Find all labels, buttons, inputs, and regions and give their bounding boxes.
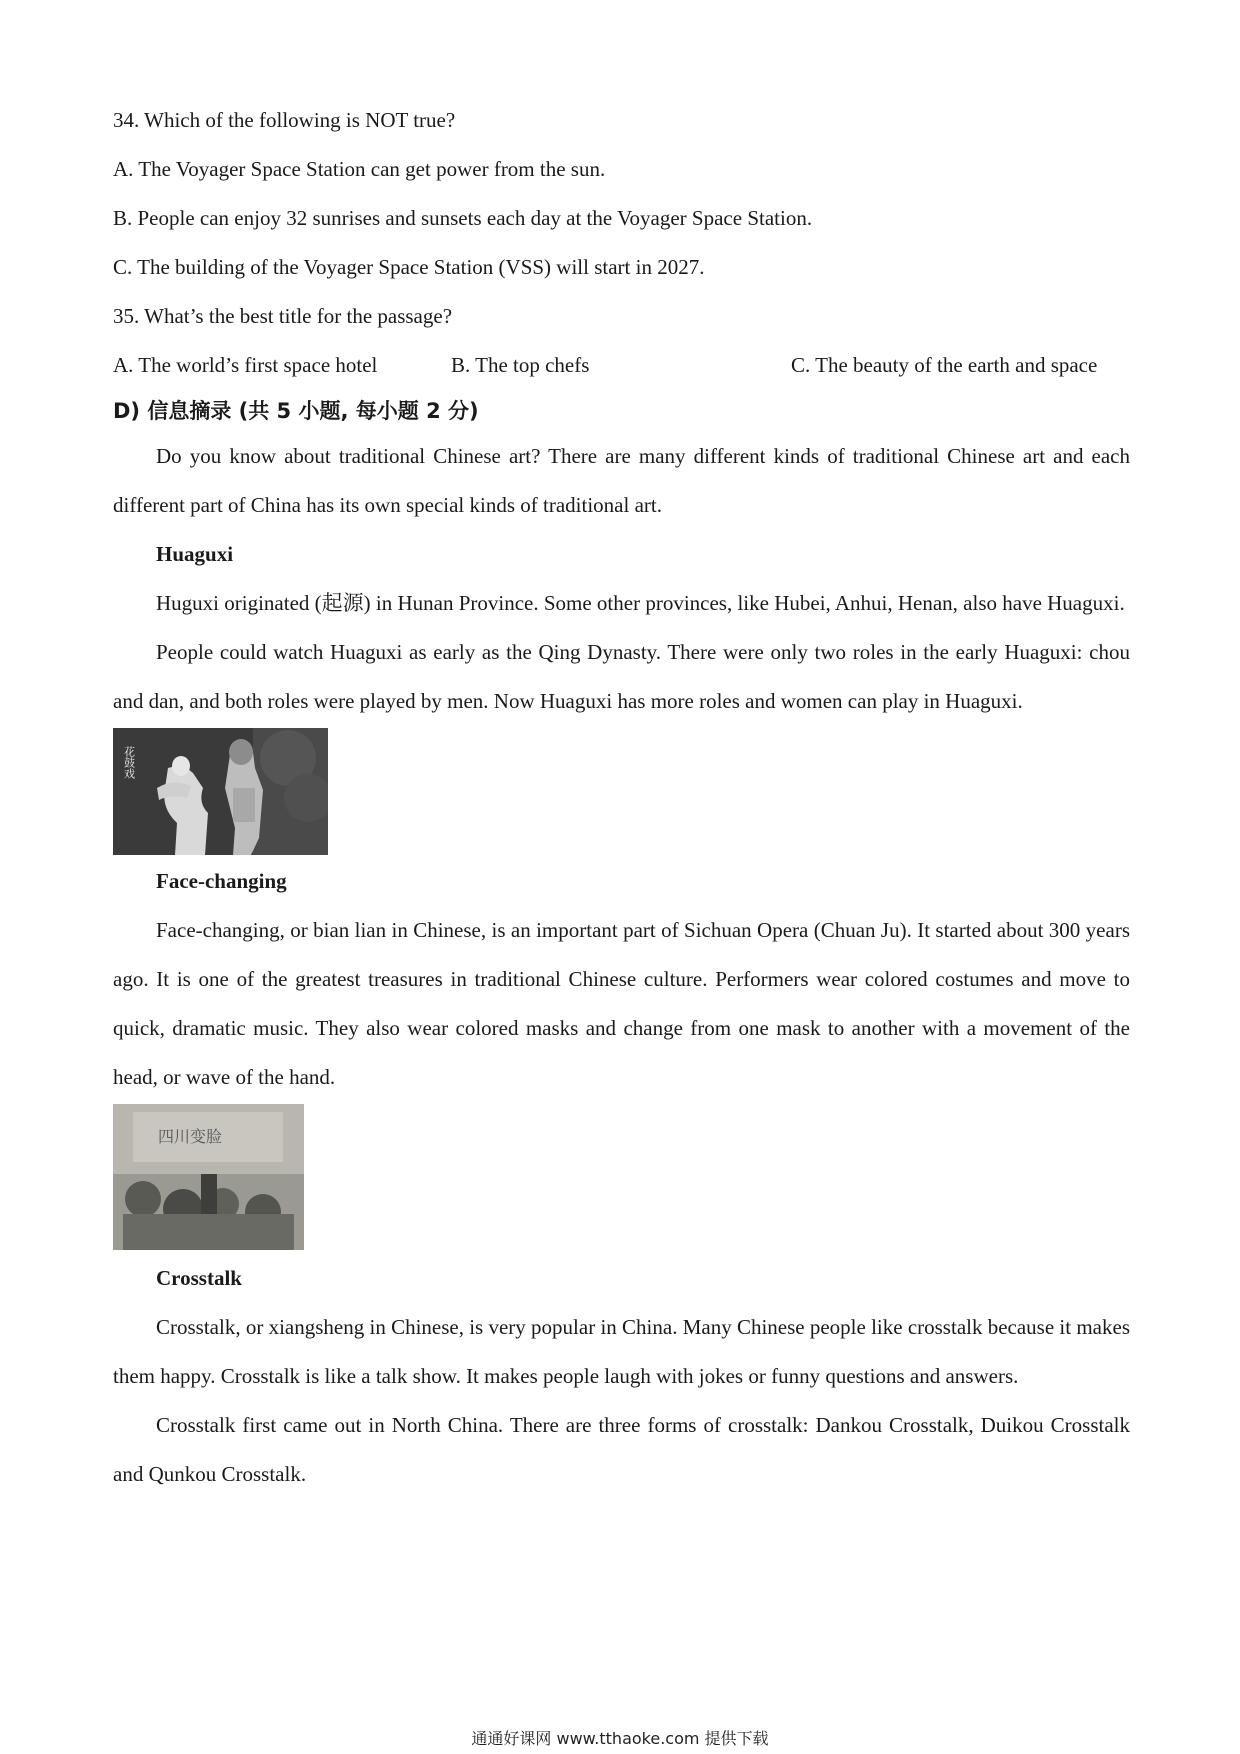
crosstalk-paragraph-1: Crosstalk, or xiangsheng in Chinese, is very popular in China. Many Chinese people like crosstalk because it makes them happy. Crosstalk is like a talk show. It makes people laugh with jokes or funny questions and answers. (113, 1315, 1130, 1388)
question-35-option-b: B. The top chefs (451, 353, 590, 377)
question-35-option-c: C. The beauty of the earth and space (791, 353, 1098, 377)
question-35-stem: 35. What’s the best title for the passage? (113, 304, 453, 328)
document-page (113, 96, 1130, 1499)
crosstalk-paragraph-2: Crosstalk first came out in North China. There are three forms of crosstalk: Dankou Crosstalk, Duikou Crosstalk and Qunkou Crosstalk. (113, 1413, 1130, 1486)
question-34-option-b: B. People can enjoy 32 sunrises and sunsets each day at the Voyager Space Station. (113, 206, 813, 230)
huaguxi-paragraph-2: People could watch Huaguxi as early as the Qing Dynasty. There were only two roles in the early Huaguxi: chou and dan, and both roles were played by men. Now Huaguxi has more roles and women can play in Huaguxi. (113, 640, 1130, 713)
face-changing-heading: Face-changing (156, 869, 287, 893)
huaguxi-photo-label: 花鼓戏 (122, 746, 136, 779)
huaguxi-paragraph-1: Huguxi originated (起源) in Hunan Province. Some other provinces, like Hubei, Anhui, Henan, also have Huaguxi. (156, 591, 1125, 615)
question-34-option-a: A. The Voyager Space Station can get power from the sun. (113, 157, 606, 181)
section-d-title: D) 信息摘录 (共 5 小题, 每小题 2 分) (113, 399, 479, 423)
face-changing-paragraph: Face-changing, or bian lian in Chinese, is an important part of Sichuan Opera (Chuan Ju). It started about 300 years ago. It is one of the greatest treasures in traditional Chinese culture. Performers wear colored costumes and move to quick, dramatic music. They also wear colored masks and change from one mask to another with a movement of the head, or wave of the hand. (113, 918, 1130, 1089)
question-35-option-a: A. The world’s first space hotel (113, 353, 378, 377)
huaguxi-heading: Huaguxi (156, 542, 234, 566)
question-35-options (113, 341, 1130, 390)
face-changing-photo-label: 四川变脸 (158, 1127, 223, 1146)
face-changing-photo (113, 1104, 304, 1250)
crosstalk-heading: Crosstalk (156, 1266, 242, 1290)
question-34-stem: 34. Which of the following is NOT true? (113, 108, 456, 132)
huaguxi-photo (113, 728, 328, 855)
intro-paragraph: Do you know about traditional Chinese art? There are many different kinds of traditional Chinese art and each different part of China has its own special kinds of traditional art. (113, 444, 1130, 517)
footer-credit: 通通好课网 www.tthaoke.com 提供下载 (471, 1729, 769, 1748)
question-34-option-c: C. The building of the Voyager Space Station (VSS) will start in 2027. (113, 255, 705, 279)
